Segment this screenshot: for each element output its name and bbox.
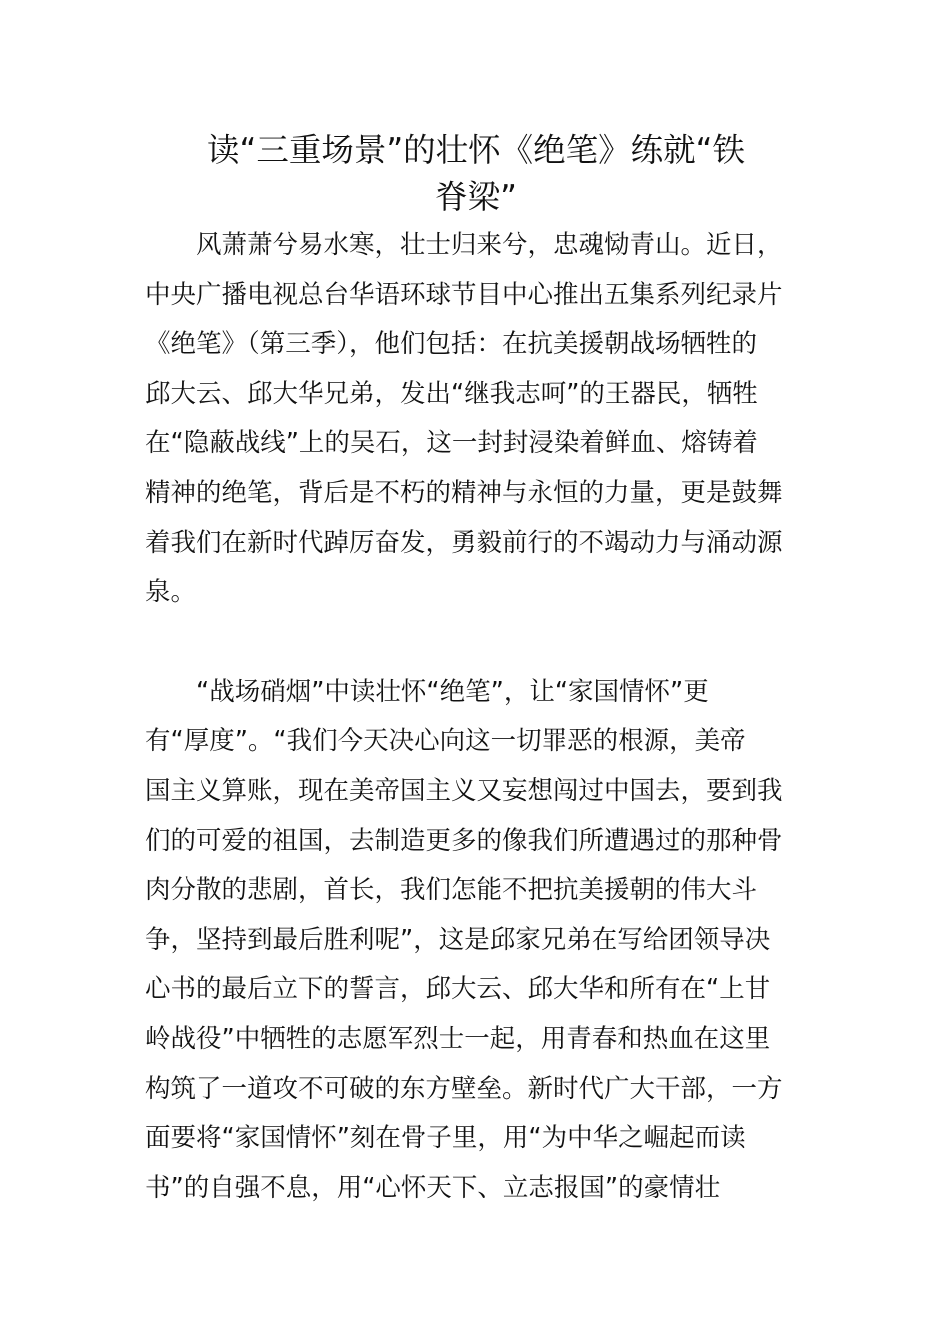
text-line: 国主义算账，现在美帝国主义又妄想闯过中国去，要到我: [145, 775, 783, 806]
text-line: 争，坚持到最后胜利呢”，这是邱家兄弟在写给团领导决: [145, 924, 771, 955]
text-line: 有“厚度”。“我们今天决心向这一切罪恶的根源，美帝: [145, 726, 746, 757]
text-line: 心书的最后立下的誓言，邱大云、邱大华和所有在“上甘: [145, 974, 771, 1005]
paragraph-intro: [145, 221, 807, 618]
text-line: 中央广播电视总台华语环球节目中心推出五集系列纪录片: [145, 279, 783, 310]
text-line: 书”的自强不息，用“心怀天下、立志报国”的豪情壮: [145, 1172, 721, 1203]
text-line: 岭战役”中牺牲的志愿军烈士一起，用青春和热血在这里: [145, 1023, 771, 1054]
paragraph-gap: [145, 618, 807, 668]
text-line: 构筑了一道攻不可破的东方壁垒。新时代广大干部，一方: [145, 1073, 783, 1104]
text-line: 精神的绝笔，背后是不朽的精神与永恒的力量，更是鼓舞: [145, 477, 783, 508]
text-line: “战场硝烟”中读壮怀“绝笔”，让“家国情怀”更: [145, 676, 709, 707]
title-line: 脊梁”: [435, 178, 517, 216]
text-line: 肉分散的悲剧，首长，我们怎能不把抗美援朝的伟大斗: [145, 875, 758, 906]
document-title: [145, 127, 807, 221]
text-line: 着我们在新时代踔厉奋发，勇毅前行的不竭动力与涌动源: [145, 527, 783, 558]
text-line: 面要将“家国情怀”刻在骨子里，用“为中华之崛起而读: [145, 1123, 746, 1154]
text-line: 在“隐蔽战线”上的吴石，这一封封浸染着鲜血、熔铸着: [145, 428, 758, 459]
text-line: 《绝笔》（第三季），他们包括：在抗美援朝战场牺牲的: [145, 329, 758, 360]
paragraph-battlefield: [145, 668, 807, 1214]
text-line: 们的可爱的祖国，去制造更多的像我们所遭遇过的那种骨: [145, 825, 783, 856]
text-line: 泉。: [145, 577, 197, 608]
text-line: 风萧萧兮易水寒，壮士归来兮，忠魂恸青山。近日，: [145, 230, 783, 260]
document-page: [145, 127, 807, 1213]
title-line: 读“三重场景”的壮怀《绝笔》练就“铁: [206, 131, 745, 169]
text-line: 邱大云、邱大华兄弟，发出“继我志呵”的王器民，牺牲: [145, 378, 758, 409]
